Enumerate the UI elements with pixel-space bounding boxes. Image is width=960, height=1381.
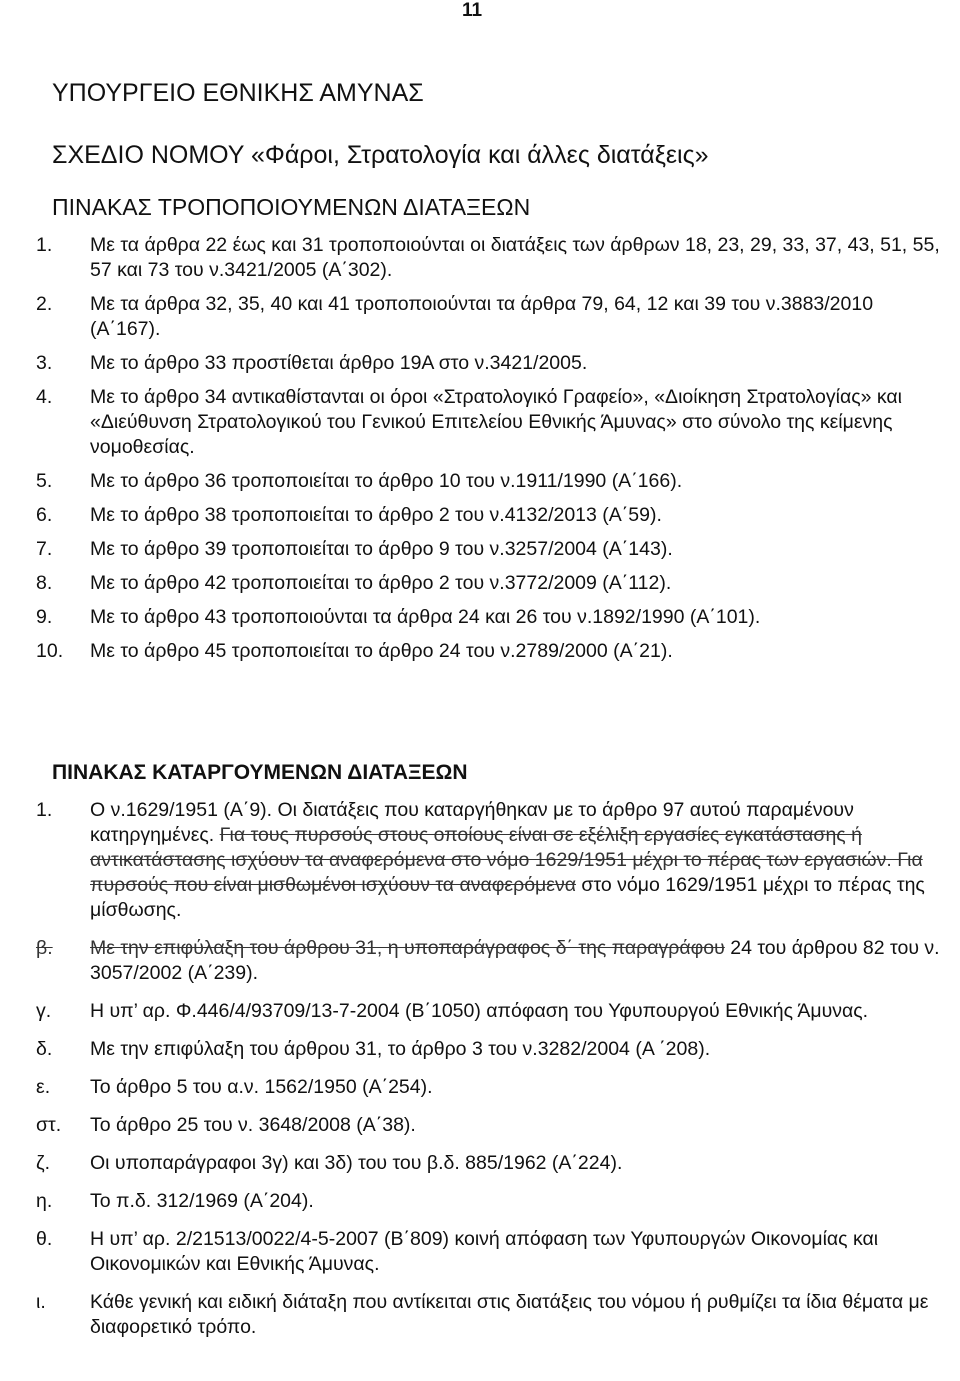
repealed-provisions-list xyxy=(36,798,940,1353)
list-item xyxy=(36,605,940,630)
item-number: 6. xyxy=(36,504,53,526)
item-text: Με το άρθρο 42 τροποποιείται το άρθρο 2 του ν.3772/2009 (Α΄112). xyxy=(90,572,672,594)
list-item xyxy=(36,292,940,342)
item-text: Με το άρθρο 33 προστίθεται άρθρο 19Α στο ν.3421/2005. xyxy=(90,352,588,374)
list-item xyxy=(36,1227,940,1277)
list-item xyxy=(36,503,940,528)
item-text: Με το άρθρο 34 αντικαθίστανται οι όροι «Στρατολογικό Γραφείο», «Διοίκηση Στρατολογίας» και «Διεύθυνση Στρατολογικού του Γενικού Επιτελείου Εθνικής Άμυνας» στο σύνολο της κείμενης νομοθεσίας. xyxy=(90,386,902,458)
item-number: δ. xyxy=(36,1038,53,1060)
item-text: Η υπ’ αρ. 2/21513/0022/4-5-2007 (Β΄809) κοινή απόφαση των Υφυπουργών Οικονομίας και Οικονομικών και Εθνικής Άμυνας. xyxy=(90,1228,879,1275)
list-item xyxy=(36,1290,940,1340)
item-text: Με τα άρθρα 22 έως και 31 τροποποιούνται οι διατάξεις των άρθρων 18, 23, 29, 33, 37, 43, 51, 55, 57 και 73 του ν.3421/2005 (Α΄302). xyxy=(90,234,940,281)
item-text: Με το άρθρο 45 τροποποιείται το άρθρο 24 του ν.2789/2000 (Α΄21). xyxy=(90,640,673,662)
list-item xyxy=(36,571,940,596)
list-item xyxy=(36,1075,940,1100)
item-text: Με το άρθρο 43 τροποποιούνται τα άρθρα 24 και 26 του ν.1892/1990 (Α΄101). xyxy=(90,606,761,628)
item-text: Το π.δ. 312/1969 (Α΄204). xyxy=(90,1190,314,1212)
item-text: Με το άρθρο 39 τροποποιείται το άρθρο 9 του ν.3257/2004 (Α΄143). xyxy=(90,538,673,560)
page-number: 11 xyxy=(462,0,483,21)
item-text xyxy=(90,936,940,986)
item-number: ζ. xyxy=(36,1152,51,1174)
struck-text: Για τους πυρσούς στους οποίους είναι σε εξέλιξη εργασίες εγκατάστασης ή αντικατάστασης ισχύουν τα αναφερόμενα στο νόμο 1629/1951 μέχρι το πέρας των εργασιών. Για πυρσούς που είναι μισθωμένοι ισχύουν τα αναφερόμενα xyxy=(90,824,923,896)
item-text: Με την επιφύλαξη του άρθρου 31, το άρθρο 3 του ν.3282/2004 (Α ΄208). xyxy=(90,1038,711,1060)
list-item xyxy=(36,537,940,562)
list-item xyxy=(36,385,940,460)
list-item xyxy=(36,798,940,923)
item-number: 10. xyxy=(36,640,64,662)
item-text: Με το άρθρο 36 τροποποιείται το άρθρο 10 του ν.1911/1990 (Α΄166). xyxy=(90,470,683,492)
item-number: 4. xyxy=(36,386,53,408)
item-number: 5. xyxy=(36,470,53,492)
item-text-part: 24 του άρθρου 82 του ν. 3057/2002 (Α΄239). xyxy=(90,937,940,984)
item-text: Οι υποπαράγραφοι 3γ) και 3δ) του του β.δ. 885/1962 (Α΄224). xyxy=(90,1152,623,1174)
item-number: 1. xyxy=(36,234,53,256)
item-number: 9. xyxy=(36,606,53,628)
list-item xyxy=(36,233,940,283)
item-number: 3. xyxy=(36,352,53,374)
item-text xyxy=(90,798,940,923)
list-item xyxy=(36,351,940,376)
item-number: 8. xyxy=(36,572,53,594)
item-number: γ. xyxy=(36,1000,52,1022)
item-text: Κάθε γενική και ειδική διάταξη που αντίκειται στις διατάξεις του νόμου ή ρυθμίζει τα ίδια θέματα με διαφορετικό τρόπο. xyxy=(90,1291,929,1338)
list-item xyxy=(36,639,940,664)
draft-law-title: ΣΧΕΔΙΟ ΝΟΜΟΥ «Φάροι, Στρατολογία και άλλες διατάξεις» xyxy=(52,141,709,169)
item-number: 7. xyxy=(36,538,53,560)
item-text: Το άρθρο 25 του ν. 3648/2008 (Α΄38). xyxy=(90,1114,416,1136)
item-number: η. xyxy=(36,1190,53,1212)
item-number: 2. xyxy=(36,293,53,315)
item-number: ε. xyxy=(36,1076,51,1098)
item-text: Με τα άρθρα 32, 35, 40 και 41 τροποποιούνται τα άρθρα 79, 64, 12 και 39 του ν.3883/2010 (Α΄167). xyxy=(90,293,874,340)
list-item xyxy=(36,1113,940,1138)
item-number: θ. xyxy=(36,1228,53,1250)
item-number: β. xyxy=(36,937,53,959)
amended-provisions-list xyxy=(36,233,940,673)
list-item xyxy=(36,1189,940,1214)
list-item xyxy=(36,999,940,1024)
item-number: στ. xyxy=(36,1114,62,1136)
list-item xyxy=(36,1151,940,1176)
ministry-heading: ΥΠΟΥΡΓΕΙΟ ΕΘΝΙΚΗΣ ΑΜΥΝΑΣ xyxy=(52,79,424,107)
amended-provisions-title: ΠΙΝΑΚΑΣ ΤΡΟΠΟΠΟΙΟΥΜΕΝΩΝ ΔΙΑΤΑΞΕΩΝ xyxy=(52,194,531,220)
item-text-part: Ο ν.1629/1951 (Α΄9). Οι διατάξεις που καταργήθηκαν με το άρθρο 97 αυτού παραμένουν κατηργημένες. xyxy=(90,799,854,846)
list-item xyxy=(36,1037,940,1062)
item-text: Το άρθρο 5 του α.ν. 1562/1950 (Α΄254). xyxy=(90,1076,433,1098)
list-item xyxy=(36,469,940,494)
list-item xyxy=(36,936,940,986)
item-text: Η υπ’ αρ. Φ.446/4/93709/13-7-2004 (Β΄1050) απόφαση του Υφυπουργού Εθνικής Άμυνας. xyxy=(90,1000,869,1022)
struck-text: Με την επιφύλαξη του άρθρου 31, η υποπαράγραφος δ΄ της παραγράφου xyxy=(90,937,725,959)
item-text-part: στο νόμο 1629/1951 μέχρι το πέρας της μίσθωσης. xyxy=(90,874,925,921)
repealed-provisions-title: ΠΙΝΑΚΑΣ ΚΑΤΑΡΓΟΥΜΕΝΩΝ ΔΙΑΤΑΞΕΩΝ xyxy=(52,761,468,784)
item-text: Με το άρθρο 38 τροποποιείται το άρθρο 2 του ν.4132/2013 (Α΄59). xyxy=(90,504,662,526)
item-number: ι. xyxy=(36,1291,46,1313)
item-number: 1. xyxy=(36,799,53,821)
